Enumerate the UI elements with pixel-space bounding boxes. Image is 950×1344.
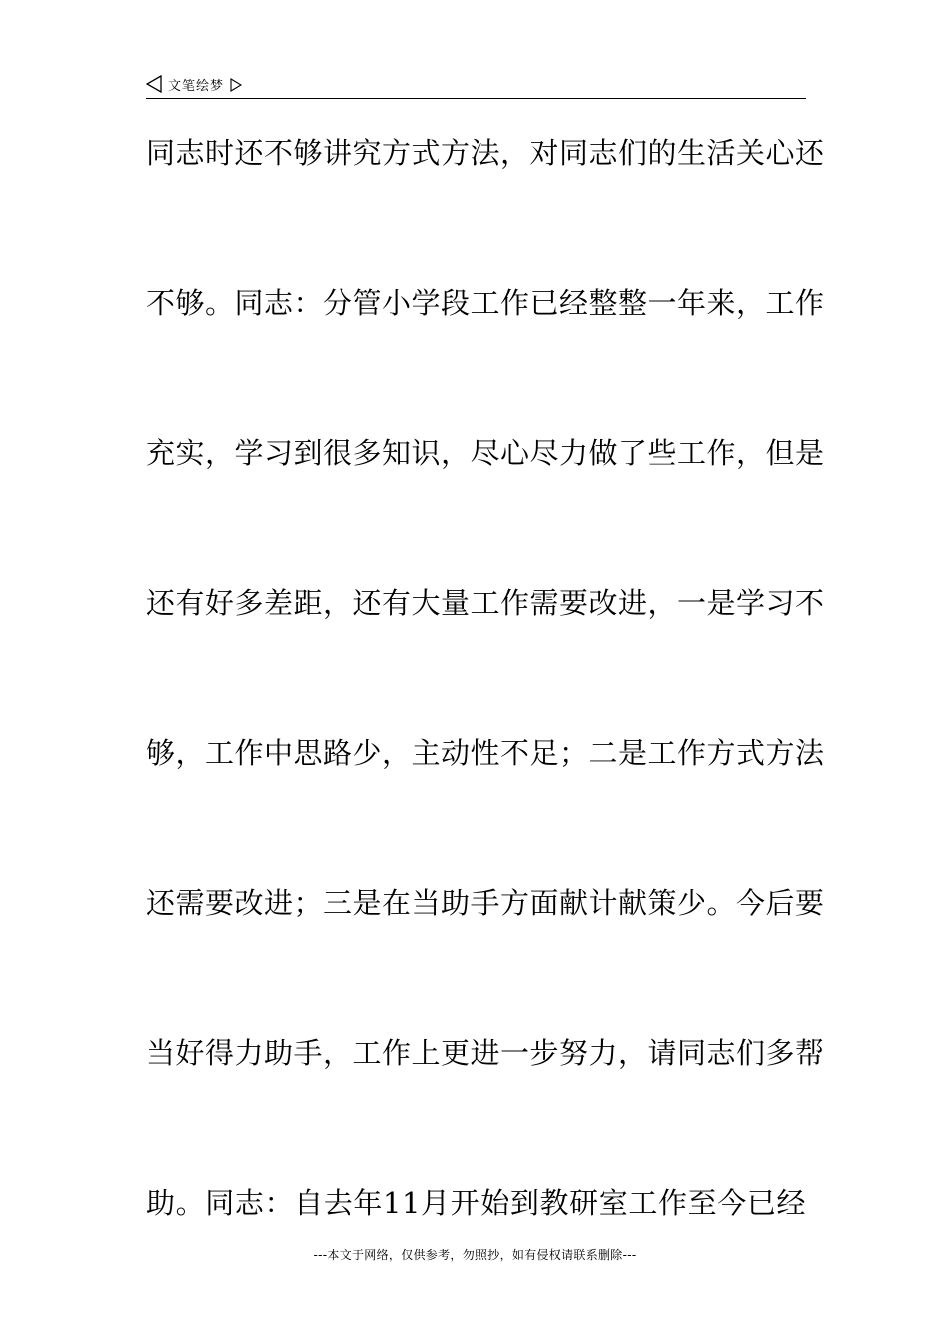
- header-title: 文笔绘梦: [168, 78, 225, 94]
- text-line: 充实，学习到很多知识，尽心尽力做了些工作，但是: [146, 436, 825, 470]
- triangle-right-outline-icon: [230, 77, 242, 91]
- text-line: 还有好多差距，还有大量工作需要改进，一是学习不: [146, 586, 825, 620]
- page-footer: ---本文于网络，仅供参考，勿照抄，如有侵权请联系删除---: [313, 1248, 637, 1262]
- body-text: [146, 128, 825, 1328]
- text-line: 够，工作中思路少，主动性不足；二是工作方式方法: [146, 736, 825, 770]
- text-line: 助。同志：自去年11月开始到教研室工作至今已经: [146, 1186, 806, 1220]
- text-line: 同志时还不够讲究方式方法，对同志们的生活关心还: [146, 136, 825, 170]
- text-line: 当好得力助手，工作上更进一步努力，请同志们多帮: [146, 1036, 825, 1070]
- text-line: 还需要改进；三是在当助手方面献计献策少。今后要: [146, 886, 825, 920]
- text-line: 不够。同志：分管小学段工作已经整整一年来，工作: [146, 286, 825, 320]
- page-header: [146, 70, 806, 99]
- triangle-left-outline-icon: [146, 75, 162, 93]
